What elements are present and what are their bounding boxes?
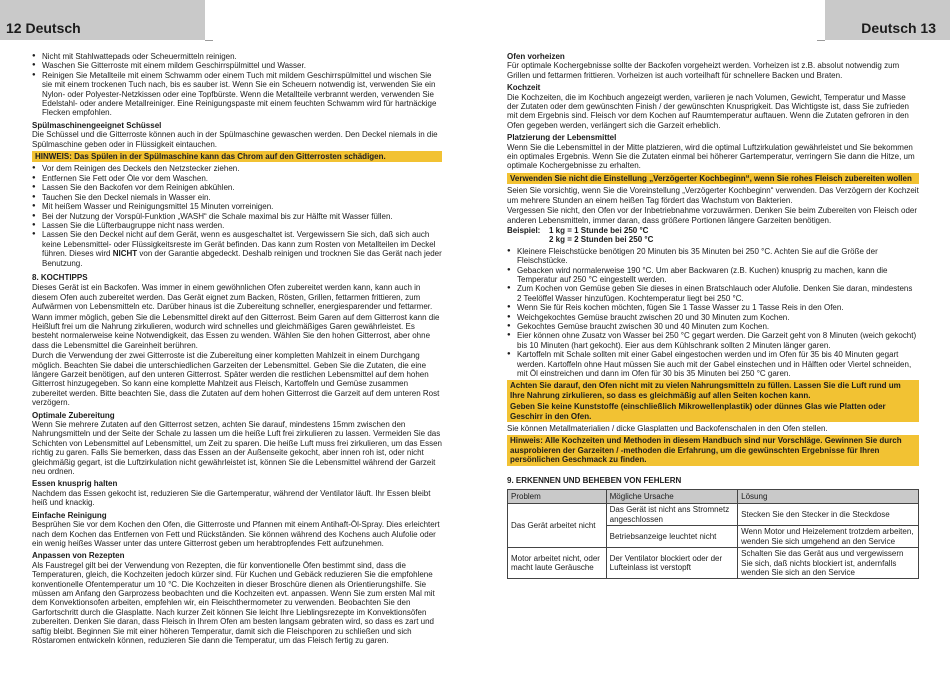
list-item: ● Bei der Nutzung der Vorspül-Funktion „WASH“ die Schale maximal bis zur Hälfte mit Wasser füllen. xyxy=(32,212,442,221)
list-item: ● Kleinere Fleischstücke benötigen 20 Minuten bis 35 Minuten bei 250 °C. Achten Sie auf die Größe der Fleischstücke. xyxy=(507,247,919,266)
section-title: 9. ERKENNEN UND BEHEBEN VON FEHLERN xyxy=(507,475,682,485)
dishwasher-bullets xyxy=(32,164,442,267)
table-cell: Das Gerät arbeitet nicht xyxy=(508,504,607,548)
paragraph: Die Schüssel und die Gitterroste können auch in der Spülmaschine gewaschen werden. Den Deckel niemals in die Spülmaschine geben oder in Flüssigkeit eintauchen. xyxy=(32,130,438,149)
paragraph: Sie können Metallmaterialien / dicke Glasplatten und Backofenschalen in den Ofen stellen. xyxy=(507,424,828,434)
section-heading: Einfache Reinigung xyxy=(32,510,107,520)
troubleshooting-table xyxy=(507,489,919,579)
text-span: von der Garantie abgedeckt. Deshalb reinigen und trocknen Sie das Gerät nach jeder Benutzung. xyxy=(42,249,442,268)
list-item xyxy=(32,230,442,268)
header-rule-right xyxy=(817,40,825,41)
paragraph: Besprühen Sie vor dem Kochen den Ofen, die Gitterroste und Pfannen mit einem Antihaft-Öl-Spray. Dies erleichtert nach dem Kochen das Entfernen von Fett und Rückständen. Sie können während des Kochens auch Alufolie oder ein wenig heißes Wasser unter das untere Gitterrost geben um herabtropfendes Fett aufzunehmen. xyxy=(32,520,440,548)
section-heading: Platzierung der Lebensmittel xyxy=(507,133,617,143)
table-row xyxy=(508,504,919,526)
highlight-warning: Achten Sie darauf, den Ofen nicht mit zu vielen Nahrungsmitteln zu füllen. Lassen Sie die Luft rund um Ihre Nahrung zirkulieren, so dass es gleichmäßig auf allen Seiten kochen kann. xyxy=(507,380,919,401)
paragraph: Dieses Gerät ist ein Backofen. Was immer in einem gewöhnlichen Ofen zubereitet werden kann, kann auch in diesem Ofen auch zubereitet werden. Das Gerät eignet zum Backen, Rösten, Grillen, fettarmen frittieren, zum Aufwärmen von Lebensmitteln etc. Darüber hinaus ist die Zubereitung schneller, energiesparender und fettarmer. xyxy=(32,283,433,312)
example-line: 1 kg = 1 Stunde bei 250 °C xyxy=(549,225,649,235)
section-heading: Anpassen von Rezepten xyxy=(32,551,125,561)
page-number-left: 12 Deutsch xyxy=(6,20,81,37)
paragraph: Durch die Verwendung der zwei Gitterroste ist die Zubereitung einer kompletten Mahlzeit in einem Durchgang möglich. Beachten Sie dabei die unterschiedlichen Garzeiten der Lebensmittel. Geben Sie die Zutaten, die eine längere Garzeit benötigen, auf den unteren Gitterrost. Später werden die restlichen Lebensmittel auf dem hohen Gitterrost hinzugegeben. So kann eine komplette Mahlzeit aus Fleisch, Kartoffeln und Gemüse zusammen zubereitet werden. Bitte beachten Sie, dass die Zutaten auf dem hohen Gitterrost die Garzeit auf dem unteren Rost verzögern. xyxy=(32,351,440,408)
table-header: Lösung xyxy=(738,490,919,504)
table-cell: Stecken Sie den Stecker in die Steckdose xyxy=(738,504,919,526)
list-item: ● Lassen Sie den Backofen vor dem Reinigen abkühlen. xyxy=(32,183,442,192)
example-label: Beispiel: xyxy=(507,225,541,235)
paragraph: Wenn Sie die Lebensmittel in der Mitte platzieren, wird die optimal Luftzirkulation gewährleistet und Sie bekommen ein optimales Ergebnis. Wenn Sie die Zutaten einmal bei höherer Gartemperatur, verringern Sie dann die Hitze, um optimale Kochergebnisse zu erhalten. xyxy=(507,142,915,171)
list-item: ● Mit heißem Wasser und Reinigungsmittel 15 Minuten vorreinigen. xyxy=(32,202,442,211)
table-header: Mögliche Ursache xyxy=(606,490,738,504)
page-header-left xyxy=(0,0,205,40)
example-block xyxy=(507,226,919,235)
section-heading: Kochzeit xyxy=(507,83,541,93)
list-item: ● Weichgekochtes Gemüse braucht zwischen 20 und 30 Minuten zum Kochen. xyxy=(507,313,919,322)
list-item: ● Gekochtes Gemüse braucht zwischen 30 und 40 Minuten zum Kochen. xyxy=(507,322,919,331)
highlight-note: HINWEIS: Das Spülen in der Spülmaschine kann das Chrom auf den Gitterrosten schädigen. xyxy=(32,151,442,162)
section-heading: Spülmaschinengeeignet Schüssel xyxy=(32,120,162,130)
list-item: ● Nicht mit Stahlwattepads oder Scheuermitteln reinigen. xyxy=(32,52,442,61)
list-item: ● Eier können ohne Zusatz von Wasser bei 250 °C gegart werden. Die Garzeit geht von 8 Minuten (weich gekocht) bis 10 Minuten (hart gekocht). Eier aus dem Kühlschrank sollten 2 Minuten länger garen. xyxy=(507,331,919,350)
example-line: 2 kg = 2 Stunden bei 250 °C xyxy=(549,235,654,245)
left-column xyxy=(32,52,442,646)
list-item: ● Lassen Sie die Lüfterbaugruppe nicht nass werden. xyxy=(32,221,442,230)
example-block xyxy=(507,235,919,244)
section-heading: Essen knusprig halten xyxy=(32,479,118,489)
section-title: 8. KOCHTIPPS xyxy=(32,272,88,282)
page-number-right: Deutsch 13 xyxy=(861,20,936,37)
paragraph: Für optimale Kochergebnisse sollte der Backofen vorgeheizt werden. Vorheizen ist z.B. absolut notwendig zum Grillen und fettarmen frittieren. Vorheizen ist auch vorteilhaft für schnellere Backen und Braten. xyxy=(507,61,900,80)
table-cell: Betriebsanzeige leuchtet nicht xyxy=(606,526,738,548)
right-column xyxy=(507,52,919,579)
cleaning-bullets xyxy=(32,52,442,118)
paragraph: Nachdem das Essen gekocht ist, reduzieren Sie die Gartemperatur, während der Ventilator läuft. Ihr Essen bleibt heiß und knackig. xyxy=(32,488,431,508)
table-header: Problem xyxy=(508,490,607,504)
bold-text: NICHT xyxy=(112,249,138,259)
paragraph: Wann immer möglich, geben Sie die Lebensmittel direkt auf den Gitterrost. Beim Garen auf dem Gitterrost kann die Heißluft frei um die Nahrung zirkulieren, wodurch wird schnelles und gleichmäßiges Garen gewährleistet. Es besteht normalerweise keine Notwendigkeit, das Essen zu wenden. Wählen Sie den hohen Gitterrost, aber ohne dass die Lebensmittel die Gareinheit berühren. xyxy=(32,312,440,350)
example-spacer xyxy=(507,235,549,244)
cooking-bullets xyxy=(507,247,919,379)
section-heading: Optimale Zubereitung xyxy=(32,410,115,420)
table-cell: Motor arbeitet nicht, oder macht laute Geräusche xyxy=(508,548,607,579)
section-heading: Ofen vorheizen xyxy=(507,52,565,61)
table-cell: Das Gerät ist nicht ans Stromnetz angeschlossen xyxy=(606,504,738,526)
table-row xyxy=(508,548,919,579)
highlight-note: Hinweis: Alle Kochzeiten und Methoden in diesem Handbuch sind nur Vorschläge. Gewinnen Sie durch ausprobieren der Garzeiten / -methoden die Erfahrung, um die gewünschten Ergebnisse für Ihren persönlichen Geschmack zu finden. xyxy=(507,435,919,465)
list-item: ● Zum Kochen von Gemüse geben Sie dieses in einen Bratschlauch oder Alufolie. Denken Sie daran, mindestens 2 Teelöffel Wasser hinzufügen. Kochtemperatur liegt bei 250 °C. xyxy=(507,284,919,303)
highlight-warning: Geben Sie keine Kunststoffe (einschließlich Mikrowellenplastik) oder dünnes Glas wie Platten oder Geschirr in den Ofen. xyxy=(507,401,919,422)
list-item: ● Wenn Sie für Reis kochen möchten, fügen Sie 1 Tasse Wasser zu 1 Tasse Reis in den Ofen. xyxy=(507,303,919,312)
paragraph: Vergessen Sie nicht, den Ofen vor der Inbetriebnahme vorzuwärmen. Denken Sie beim Zubereiten von Fleisch oder anderen Lebensmitteln, immer daran, dass größere Portionen längere Garzeiten benötigen. xyxy=(507,206,917,225)
header-rule-left xyxy=(205,40,213,41)
list-item: ● Waschen Sie Gitterroste mit einem mildem Geschirrspülmittel und Wasser. xyxy=(32,61,442,70)
page-header-right xyxy=(825,0,950,40)
list-item: ● Gebacken wird normalerweise 190 °C. Um aber Backwaren (z.B. Kuchen) knusprig zu machen, kann die Temperatur auf 250 °C eingestellt werden. xyxy=(507,266,919,285)
table-header-row xyxy=(508,490,919,504)
list-item: ● Vor dem Reinigen des Deckels den Netzstecker ziehen. xyxy=(32,164,442,173)
paragraph: Wenn Sie mehrere Zutaten auf den Gitterrost setzen, achten Sie darauf, mindestens 15mm zwischen den Nahrungsmitteln und der Seite der Schale zu lassen um die heiße Luft frei zirkulieren zu lassen. Vermeiden Sie das Schichten von Lebensmittel auf Lebensmittel, um Zeit zu sparen. Die heiße Luft muss frei zirkulieren, um das Essen richtig zu garen. Falls Sie bemerken, dass das Essen an der Außenseite gekocht, aber innen roh ist, oder nicht gleichmäßig gegart, ist die Luftzirkulation nicht gewährleistet ist, können Sie die Lebensmittel während der Garzeit neu ordnen. xyxy=(32,420,442,477)
list-item: ● Tauchen Sie den Deckel niemals in Wasser ein. xyxy=(32,193,442,202)
list-item: ● Reinigen Sie Metallteile mit einem Schwamm oder einem Tuch mit mildem Geschirrspülmittel und wischen Sie sie mit einem trockenen Tuch nach, bis es sauber ist. Wenn Sie ein Scheuern notwendig ist, verwenden Sie ein Nylon- oder Polyester-Netzkissen oder eine Topfbürste. Wenn die Metallteile verbrannt werden, verwenden Sie Edelstahl- oder andere Metallreiniger. Eine Reinigungspaste mit einem feuchten Schwamm wird für hartnäckige Flecken empfohlen. xyxy=(32,71,442,118)
table-cell: Wenn Motor und Heizelement trotzdem arbeiten, wenden Sie sich umgehend an den Service xyxy=(738,526,919,548)
highlight-warning: Verwenden Sie nicht die Einstellung „Verzögerter Kochbeginn“, wenn Sie rohes Fleisch zubereiten wollen xyxy=(507,173,919,184)
paragraph: Seien Sie vorsichtig, wenn Sie die Voreinstellung „Verzögerter Kochbeginn“ verwenden. Das Verzögern der Kochzeit um mehrere Stunden an einem heißen Tag fördert das Wachstum von Bakterien. xyxy=(507,186,919,205)
list-item: ● Entfernen Sie Fett oder Öle vor dem Waschen. xyxy=(32,174,442,183)
paragraph: Als Faustregel gilt bei der Verwendung von Rezepten, die für konventionelle Öfen bestimmt sind, dass die Temperaturen, gleich, die Kochzeiten jedoch kürzer sind. Für Kuchen und Gebäck reduzieren Sie die empfohlene konventionelle Ofentemperatur um 10 °C. Die Kochzeiten in dieser Broschüre dienen als Orientierungshilfe. Sie müssen am Anfang den Garprozess beobachten und die Kochzeiten evt. anpassen. Wenn Sie zum ersten Mal mit dem Konvektionsofen arbeiten, empfehlen wir, ein Fleischthermometer zu verwenden. Beobachten Sie den Garfortschritt durch die Glasplatte. Nach kurzer Zeit können Sie leicht Ihre Lieblingsrezepte im Konvektionsöfen zubereiten. Denken Sie daran, dass Fleisch in Ihrem Ofen am besten langsam gebraten wird, so dass es zart und saftig bleibt. Beginnen Sie mit einer höheren Temperatur, damit sich die Fleischporen zu schließen und sich Röstaromen entwickeln können, reduzieren Sie dann die Temperatur, um das Fleisch fertig zu garen. xyxy=(32,560,435,645)
list-item: ● Kartoffeln mit Schale sollten mit einer Gabel eingestochen werden und im Ofen für 35 bis 40 Minuten gegart werden. Kartoffeln ohne Haut müssen Sie auch mit der Gabel einstechen und in Hälften oder Viertel schneiden, mit Öl einstreichen und dann im Ofen für 30 bis 35 Minuten bei 250 °C garen. xyxy=(507,350,919,378)
text-span: Lassen Sie den Deckel nicht auf dem Gerät, wenn es ausgeschaltet ist. Vergewissern Sie sich, daß sich auch keine Lebensmittel- oder Flüssigkeitsreste im Gerät befinden. Das kann zum Rosten von Metallteilen im Deckel führen. Dieses wird xyxy=(42,230,436,259)
table-cell: Schalten Sie das Gerät aus und vergewissern Sie sich, daß nichts blockiert ist, andernfalls wenden Sie sich an den Service xyxy=(738,548,919,579)
paragraph: Die Kochzeiten, die im Kochbuch angezeigt werden, variieren je nach Volumen, Gewicht, Temperatur und Masse der Zutaten oder dem gewünschten Finish / der gewünschten Knusprigkeit. Das Wichtigste ist, dass Sie zufrieden mit dem Ergebnis sind. Fleisch vor dem Kochen auf Raumtemperatur auftauen. Wenn die Zutaten gefroren in den Ofen gegeben werden, verlängert sich die Garzeit erheblich. xyxy=(507,92,909,130)
table-cell: Der Ventilator blockiert oder der Lufteinlass ist verstopft xyxy=(606,548,738,579)
